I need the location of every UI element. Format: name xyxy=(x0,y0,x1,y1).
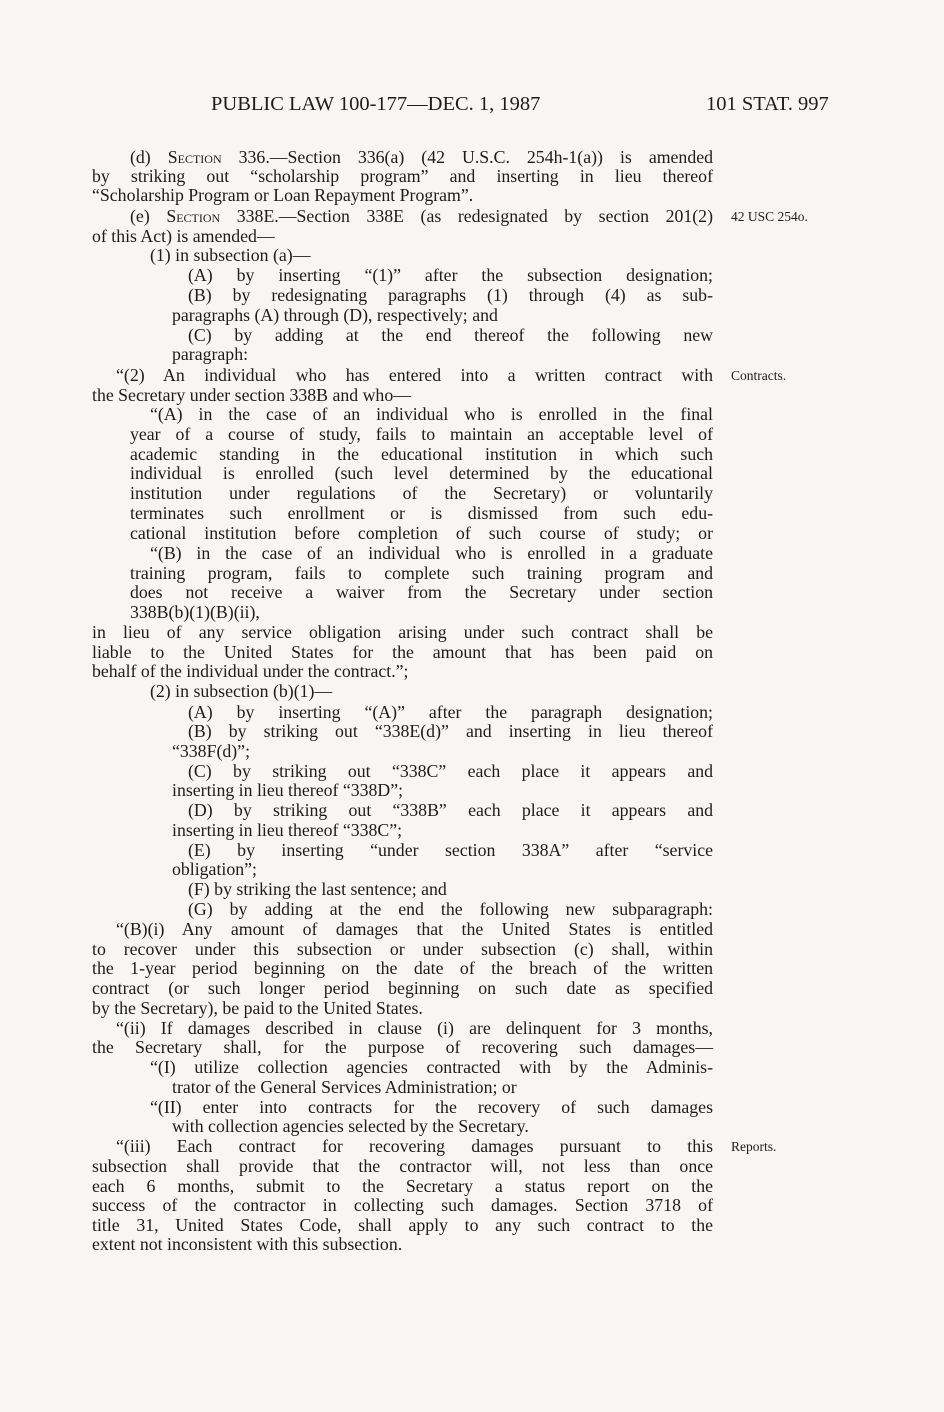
text-line: title 31, United States Code, shall apply to any such contract to the xyxy=(92,1215,713,1235)
text-line: (B) by redesignating paragraphs (1) through (4) as sub- xyxy=(188,285,713,305)
text-line: (e) Section 338E.—Section 338E (as redesignated by section 201(2) xyxy=(130,206,713,226)
text-line: “338F(d)”; xyxy=(172,741,251,761)
text-line: paragraphs (A) through (D), respectively; and xyxy=(172,305,498,325)
text-line: inserting in lieu thereof “338D”; xyxy=(172,780,404,800)
text-line: by the Secretary), be paid to the United States. xyxy=(92,998,423,1018)
text-line: year of a course of study, fails to maintain an acceptable level of xyxy=(130,424,713,444)
text-line: (C) by striking out “338C” each place it appears and xyxy=(188,761,713,781)
text-line: obligation”; xyxy=(172,859,257,879)
text-line: “(2) An individual who has entered into a written contract with xyxy=(116,365,713,385)
text-line: the Secretary shall, for the purpose of recovering such damages— xyxy=(92,1037,713,1057)
text-line: (1) in subsection (a)— xyxy=(150,245,311,265)
text-line: (d) Section 336.—Section 336(a) (42 U.S.C. 254h-1(a)) is amended xyxy=(130,147,713,167)
text-line: “(B)(i) Any amount of damages that the United States is entitled xyxy=(116,919,713,939)
text-line: (D) by striking out “338B” each place it appears and xyxy=(188,800,713,820)
text-line: subsection shall provide that the contractor will, not less than once xyxy=(92,1156,713,1176)
text-line: “(B) in the case of an individual who is enrolled in a graduate xyxy=(150,543,713,563)
margin-note-contracts: Contracts. xyxy=(731,368,787,383)
text-line: to recover under this subsection or under subsection (c) shall, within xyxy=(92,939,713,959)
text-line: “(II) enter into contracts for the recovery of such damages xyxy=(150,1097,713,1117)
text-line: cational institution before completion of such course of study; or xyxy=(130,523,713,543)
page-header xyxy=(0,93,944,123)
text-line: institution under regulations of the Secretary) or voluntarily xyxy=(130,483,713,503)
text-line: contract (or such longer period beginning on such date as specified xyxy=(92,978,713,998)
text-line: (C) by adding at the end thereof the following new xyxy=(188,325,713,345)
text-line: does not receive a waiver from the Secretary under section xyxy=(130,582,713,602)
text-line: by striking out “scholarship program” and inserting in lieu thereof xyxy=(92,166,713,186)
text-line: behalf of the individual under the contract.”; xyxy=(92,661,409,681)
margin-note-reports: Reports. xyxy=(731,1139,777,1154)
text-line: with collection agencies selected by the Secretary. xyxy=(172,1116,529,1136)
text-line: (E) by inserting “under section 338A” after “service xyxy=(188,840,713,860)
statute-page-number: 101 STAT. 997 xyxy=(706,93,829,115)
text-line: in lieu of any service obligation arising under such contract shall be xyxy=(92,622,713,642)
text-line: training program, fails to complete such training program and xyxy=(130,563,713,583)
text-line: paragraph: xyxy=(172,344,249,364)
text-line: extent not inconsistent with this subsection. xyxy=(92,1234,403,1254)
text-line: (F) by striking the last sentence; and xyxy=(188,879,447,899)
text-line: academic standing in the educational institution in which such xyxy=(130,444,713,464)
text-line: (2) in subsection (b)(1)— xyxy=(150,681,333,701)
text-line: “(ii) If damages described in clause (i) are delinquent for 3 months, xyxy=(116,1018,713,1038)
text-line: trator of the General Services Administration; or xyxy=(172,1077,517,1097)
text-line: (A) by inserting “(A)” after the paragraph designation; xyxy=(188,702,713,722)
text-line: “(iii) Each contract for recovering damages pursuant to this xyxy=(116,1136,713,1156)
text-line: the Secretary under section 338B and who— xyxy=(92,385,411,405)
text-line: (G) by adding at the end the following new subparagraph: xyxy=(188,899,713,919)
text-line: of this Act) is amended— xyxy=(92,226,275,246)
margin-note-usc-citation: 42 USC 254o. xyxy=(731,209,808,224)
running-head-title: PUBLIC LAW 100-177—DEC. 1, 1987 xyxy=(211,93,541,115)
text-line: (B) by striking out “338E(d)” and inserting in lieu thereof xyxy=(188,721,713,741)
text-line: terminates such enrollment or is dismissed from such edu- xyxy=(130,503,713,523)
text-line: liable to the United States for the amount that has been paid on xyxy=(92,642,713,662)
text-line: each 6 months, submit to the Secretary a status report on the xyxy=(92,1176,713,1196)
text-line: (A) by inserting “(1)” after the subsection designation; xyxy=(188,265,713,285)
text-line: success of the contractor in collecting such damages. Section 3718 of xyxy=(92,1195,713,1215)
text-line: 338B(b)(1)(B)(ii), xyxy=(130,602,260,622)
text-line: inserting in lieu thereof “338C”; xyxy=(172,820,403,840)
text-line: “(A) in the case of an individual who is enrolled in the final xyxy=(150,404,713,424)
text-line: “Scholarship Program or Loan Repayment Program”. xyxy=(92,185,474,205)
text-line: the 1-year period beginning on the date of the breach of the written xyxy=(92,958,713,978)
text-line: individual is enrolled (such level determined by the educational xyxy=(130,463,713,483)
text-line: “(I) utilize collection agencies contracted with by the Adminis- xyxy=(150,1057,713,1077)
